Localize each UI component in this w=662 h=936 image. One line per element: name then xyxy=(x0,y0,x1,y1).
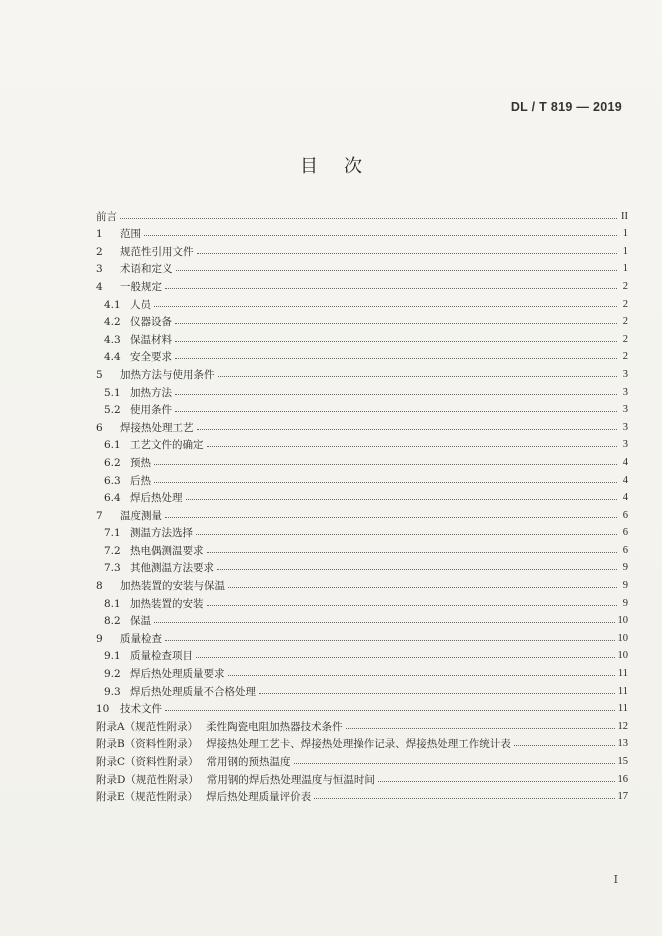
toc-entry-title: 一般规定 xyxy=(120,280,162,293)
toc-entry-title: 柔性陶瓷电阻加热器技术条件 xyxy=(206,720,343,733)
toc-entry xyxy=(96,698,628,716)
toc-dot-leader xyxy=(154,305,617,307)
toc-entry xyxy=(96,786,628,804)
toc-entry xyxy=(96,293,628,311)
toc-entry xyxy=(96,434,628,452)
toc-dot-leader xyxy=(165,709,615,711)
toc-dot-leader xyxy=(259,692,615,694)
toc-dot-leader xyxy=(217,568,617,570)
toc-entry xyxy=(96,750,628,768)
toc-entry-title: 焊后热处理质量要求 xyxy=(130,668,225,681)
toc-entry xyxy=(96,539,628,557)
toc-entry xyxy=(96,205,628,223)
toc-entry-page: 9 xyxy=(622,597,628,609)
toc-entry-title: 质量检查项目 xyxy=(130,650,193,663)
toc-entry-title: 预热 xyxy=(130,456,151,469)
toc-dot-leader xyxy=(294,762,615,764)
toc-entry xyxy=(96,363,628,381)
toc-entry-number: 1 xyxy=(96,228,103,241)
toc-entry xyxy=(96,627,628,645)
toc-dot-leader xyxy=(378,780,615,782)
toc-entry xyxy=(96,328,628,346)
toc-entry-title: 焊后热处理 xyxy=(130,492,183,505)
toc-entry-page: II xyxy=(621,210,628,222)
toc-dot-leader xyxy=(196,533,617,535)
toc-entry-title: 焊接热处理工艺 xyxy=(120,421,194,434)
toc-entry-title: 技术文件 xyxy=(120,703,162,716)
toc-dot-leader xyxy=(207,604,618,606)
toc-entry-number: 4 xyxy=(96,280,103,293)
toc-entry xyxy=(96,522,628,540)
toc-entry xyxy=(96,645,628,663)
toc-entry xyxy=(96,610,628,628)
toc-entry-title: 质量检查 xyxy=(120,632,162,645)
toc-entry xyxy=(96,574,628,592)
toc-entry-page: 1 xyxy=(622,263,628,275)
toc-entry xyxy=(96,346,628,364)
toc-entry-number: 5.1 xyxy=(104,386,121,399)
table-of-contents xyxy=(96,205,628,803)
toc-entry-title: 规范性引用文件 xyxy=(120,245,194,258)
toc-entry xyxy=(96,733,628,751)
toc-entry-number: 6.3 xyxy=(104,474,121,487)
toc-dot-leader xyxy=(165,287,617,289)
toc-entry-page: 3 xyxy=(622,439,628,451)
toc-dot-leader xyxy=(314,797,614,799)
toc-entry-number: 7.1 xyxy=(104,527,121,540)
toc-entry-title: 加热装置的安装与保温 xyxy=(120,580,225,593)
toc-entry-number: 9.2 xyxy=(104,668,121,681)
toc-dot-leader xyxy=(154,481,617,483)
toc-entry xyxy=(96,275,628,293)
toc-entry-page: 10 xyxy=(617,615,628,627)
toc-entry xyxy=(96,451,628,469)
toc-entry-page: 3 xyxy=(622,421,628,433)
toc-entry-number: 6 xyxy=(96,421,103,434)
toc-dot-leader xyxy=(207,551,618,553)
toc-entry-title: 保温 xyxy=(130,615,151,628)
toc-dot-leader xyxy=(144,234,617,236)
toc-appendix-label: 附录C（资料性附录） xyxy=(96,756,199,768)
toc-entry-title: 焊接热处理工艺卡、焊接热处理操作记录、焊接热处理工作统计表 xyxy=(206,738,511,751)
toc-entry-title: 其他测温方法要求 xyxy=(130,562,214,575)
toc-entry xyxy=(96,504,628,522)
toc-entry-title: 加热装置的安装 xyxy=(130,597,204,610)
toc-entry xyxy=(96,469,628,487)
toc-entry-number: 7.3 xyxy=(104,562,121,575)
toc-entry-page: 2 xyxy=(622,280,628,292)
toc-entry-page: 17 xyxy=(617,791,628,803)
toc-entry xyxy=(96,240,628,258)
toc-entry-page: 2 xyxy=(622,351,628,363)
toc-entry-number: 10 xyxy=(96,703,110,716)
toc-entry-page: 2 xyxy=(622,316,628,328)
toc-appendix-label: 附录A（规范性附录） xyxy=(96,720,199,733)
toc-entry-page: 1 xyxy=(622,245,628,257)
toc-entry-number: 6.4 xyxy=(104,492,121,505)
toc-entry xyxy=(96,399,628,417)
toc-entry-number: 7 xyxy=(96,509,103,522)
page-number: I xyxy=(613,873,618,886)
toc-entry-number: 4.3 xyxy=(104,333,121,346)
toc-entry xyxy=(96,416,628,434)
toc-dot-leader xyxy=(197,252,618,254)
toc-dot-leader xyxy=(514,744,615,746)
toc-entry xyxy=(96,311,628,329)
toc-entry-title: 热电偶测温要求 xyxy=(130,544,204,557)
toc-entry-title: 温度测量 xyxy=(120,509,162,522)
toc-entry-number: 2 xyxy=(96,245,103,258)
toc-entry-page: 3 xyxy=(622,404,628,416)
toc-entry-page: 6 xyxy=(622,527,628,539)
toc-entry-page: 3 xyxy=(622,386,628,398)
toc-entry-title: 加热方法与使用条件 xyxy=(120,368,215,381)
toc-entry-page: 4 xyxy=(622,492,628,504)
toc-entry xyxy=(96,487,628,505)
toc-entry-page: 3 xyxy=(622,368,628,380)
toc-entry xyxy=(96,715,628,733)
toc-entry-number: 4.2 xyxy=(104,316,121,329)
toc-entry-title: 保温材料 xyxy=(130,333,172,346)
toc-appendix-label: 附录B（资料性附录） xyxy=(96,738,199,751)
toc-dot-leader xyxy=(218,375,618,377)
toc-entry-page: 2 xyxy=(622,298,628,310)
toc-dot-leader xyxy=(197,428,618,430)
toc-entry-number: 7.2 xyxy=(104,544,121,557)
toc-dot-leader xyxy=(165,639,615,641)
toc-dot-leader xyxy=(154,621,615,623)
toc-entry xyxy=(96,662,628,680)
toc-entry-title: 使用条件 xyxy=(130,404,172,417)
toc-entry-page: 4 xyxy=(622,456,628,468)
toc-dot-leader xyxy=(176,269,618,271)
page-title: 目次 xyxy=(300,156,388,177)
toc-entry-page: 11 xyxy=(617,668,628,680)
toc-dot-leader xyxy=(175,322,617,324)
toc-entry xyxy=(96,258,628,276)
toc-entry-page: 2 xyxy=(622,333,628,345)
toc-entry-title: 常用钢的焊后热处理温度与恒温时间 xyxy=(206,773,375,786)
toc-entry-page: 11 xyxy=(617,685,628,697)
toc-entry-number: 9.1 xyxy=(104,650,121,663)
toc-entry xyxy=(96,592,628,610)
toc-entry-title: 后热 xyxy=(130,474,151,487)
toc-entry-number: 6.1 xyxy=(104,439,121,452)
toc-dot-leader xyxy=(175,357,617,359)
toc-entry-number: 5 xyxy=(96,368,103,381)
toc-dot-leader xyxy=(196,656,615,658)
toc-entry-number: 4.4 xyxy=(104,351,121,364)
toc-entry-title: 人员 xyxy=(130,298,151,311)
toc-entry-title: 测温方法选择 xyxy=(130,527,193,540)
toc-entry-page: 11 xyxy=(617,703,628,715)
toc-entry xyxy=(96,223,628,241)
toc-entry-title: 焊后热处理质量不合格处理 xyxy=(130,685,256,698)
toc-entry-title: 安全要求 xyxy=(130,351,172,364)
toc-entry-number: 3 xyxy=(96,263,103,276)
toc-entry-title: 范围 xyxy=(120,228,141,241)
toc-dot-leader xyxy=(207,445,618,447)
toc-appendix-label: 附录D（规范性附录） xyxy=(96,773,199,786)
toc-entry xyxy=(96,680,628,698)
toc-entry-title: 仪器设备 xyxy=(130,316,172,329)
toc-entry-page: 10 xyxy=(617,632,628,644)
toc-dot-leader xyxy=(228,586,617,588)
toc-entry-number: 9 xyxy=(96,632,103,645)
toc-dot-leader xyxy=(165,516,617,518)
toc-entry-page: 9 xyxy=(622,580,628,592)
toc-entry-number: 9.3 xyxy=(104,685,121,698)
toc-dot-leader xyxy=(346,727,615,729)
toc-entry-page: 1 xyxy=(622,228,628,240)
toc-dot-leader xyxy=(228,674,615,676)
toc-dot-leader xyxy=(175,340,617,342)
toc-entry-title: 前言 xyxy=(96,210,117,223)
toc-entry xyxy=(96,381,628,399)
toc-dot-leader xyxy=(175,410,617,412)
toc-entry-number: 8.1 xyxy=(104,597,121,610)
toc-entry xyxy=(96,768,628,786)
toc-entry-number: 6.2 xyxy=(104,456,121,469)
toc-dot-leader xyxy=(120,217,617,219)
toc-entry xyxy=(96,557,628,575)
toc-entry-number: 4.1 xyxy=(104,298,121,311)
toc-entry-page: 9 xyxy=(622,562,628,574)
toc-entry-page: 12 xyxy=(617,720,628,732)
toc-entry-title: 术语和定义 xyxy=(120,263,173,276)
toc-appendix-label: 附录E（规范性附录） xyxy=(96,791,199,804)
toc-entry-title: 焊后热处理质量评价表 xyxy=(206,791,312,804)
toc-dot-leader xyxy=(154,463,617,465)
toc-dot-leader xyxy=(175,393,617,395)
toc-entry-page: 6 xyxy=(622,509,628,521)
toc-entry-page: 4 xyxy=(622,474,628,486)
toc-dot-leader xyxy=(186,498,618,500)
toc-entry-page: 16 xyxy=(617,773,628,785)
toc-entry-number: 8.2 xyxy=(104,615,121,628)
toc-entry-page: 6 xyxy=(622,544,628,556)
toc-entry-number: 8 xyxy=(96,580,103,593)
toc-entry-number: 5.2 xyxy=(104,404,121,417)
toc-entry-page: 10 xyxy=(617,650,628,662)
document-code: DL / T 819 — 2019 xyxy=(510,100,622,114)
toc-entry-title: 常用钢的预热温度 xyxy=(206,756,291,768)
toc-entry-page: 13 xyxy=(617,738,628,750)
toc-entry-title: 工艺文件的确定 xyxy=(130,439,204,452)
toc-entry-title: 加热方法 xyxy=(130,386,172,399)
toc-entry-page: 15 xyxy=(617,756,628,767)
